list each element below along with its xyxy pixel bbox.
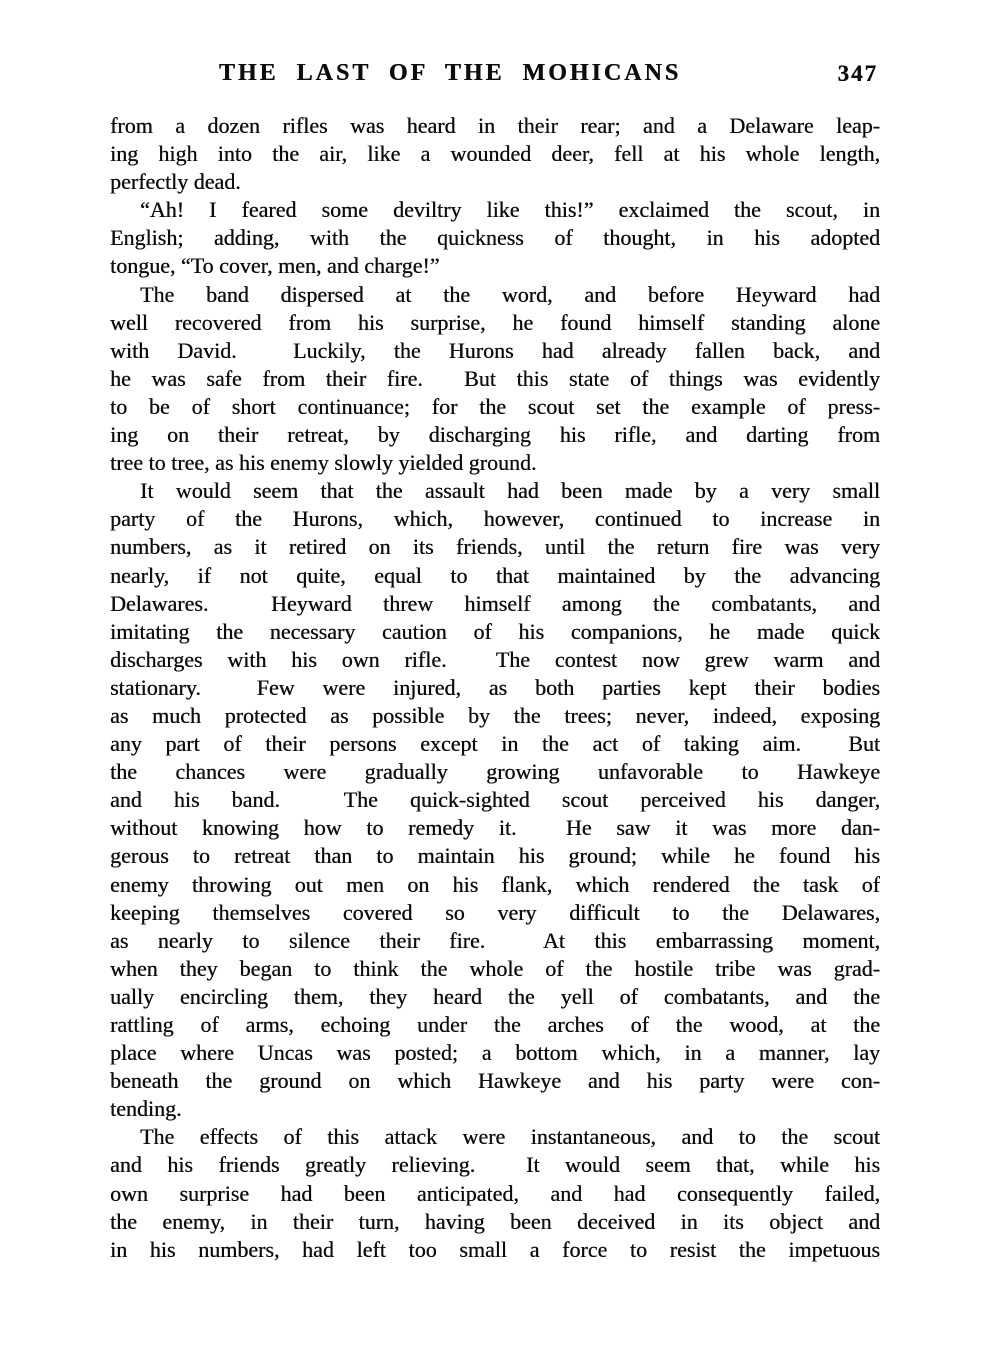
text-line: tending. [110,1096,182,1122]
text-line: tree to tree, as his enemy slowly yielded ground. [110,450,537,476]
text-line: imitating the necessary caution of his companions, he made quick [110,618,880,644]
text-line: English; adding, with the quickness of thought, in his adopted [110,225,880,251]
text-line: place where Uncas was posted; a bottom which, in a manner, lay [110,1040,880,1066]
text-line: It would seem that the assault had been made by a very small [140,478,880,504]
text-line: numbers, as it retired on its friends, until the return fire was very [110,534,880,560]
page-title: THE LAST OF THE MOHICANS [218,60,682,86]
text-line: perfectly dead. [110,169,241,195]
text-line: nearly, if not quite, equal to that maintained by the advancing [110,562,880,588]
text-line: to be of short continuance; for the scout set the example of press- [110,393,880,419]
text-line: keeping themselves covered so very difficult to the Delawares, [110,899,880,925]
text-line: ing high into the air, like a wounded deer, fell at his whole length, [110,141,880,167]
text-line: in his numbers, had left too small a force to resist the impetuous [110,1236,880,1262]
text-line: The band dispersed at the word, and before Heyward had [140,281,880,307]
running-head [110,60,880,90]
text-line: any part of their persons except in the act of taking aim. But [110,731,880,757]
text-line: from a dozen rifles was heard in their rear; and a Delaware leap- [110,113,880,138]
text-line: he was safe from their fire. But this state of things was evidently [110,365,880,391]
page-body [110,112,880,1264]
text-line: rattling of arms, echoing under the arches of the wood, at the [110,1012,880,1037]
text-line: “Ah! I feared some deviltry like this!” exclaimed the scout, in [140,197,880,223]
text-line: gerous to retreat than to maintain his ground; while he found his [110,843,880,869]
text-line: and his band. The quick-sighted scout perceived his danger, [110,787,880,813]
paragraph [110,281,880,478]
text-line: party of the Hurons, which, however, continued to increase in [110,506,880,532]
text-line: and his friends greatly relieving. It would seem that, while his [110,1152,880,1178]
text-line: enemy throwing out men on his flank, which rendered the task of [110,871,880,897]
text-line: well recovered from his surprise, he found himself standing alone [110,309,880,335]
text-line: as nearly to silence their fire. At this embarrassing moment, [110,927,880,953]
text-line: ually encircling them, they heard the yell of combatants, and the [110,983,880,1009]
text-line: ing on their retreat, by discharging his rifle, and darting from [110,422,880,448]
text-line: the chances were gradually growing unfavorable to Hawkeye [110,759,880,785]
text-line: stationary. Few were injured, as both parties kept their bodies [110,674,880,700]
text-line: beneath the ground on which Hawkeye and his party were con- [110,1068,880,1094]
text-line: the enemy, in their turn, having been deceived in its object and [110,1208,880,1234]
text-line: as much protected as possible by the trees; never, indeed, exposing [110,702,880,728]
text-line: The effects of this attack were instantaneous, and to the scout [140,1124,880,1150]
paragraph [110,1123,880,1263]
text-line: Delawares. Heyward threw himself among the combatants, and [110,590,880,616]
text-line: when they began to think the whole of the hostile tribe was grad- [110,955,880,981]
text-line: tongue, “To cover, men, and charge!” [110,253,440,279]
paragraph [110,477,880,1123]
paragraph [110,112,880,196]
paragraph [110,196,880,280]
text-line: without knowing how to remedy it. He saw it was more dan- [110,815,880,841]
page-number: 347 [837,61,878,86]
text-line: discharges with his own rifle. The contest now grew warm and [110,646,880,672]
text-line: with David. Luckily, the Hurons had already fallen back, and [110,337,880,363]
text-line: own surprise had been anticipated, and had consequently failed, [110,1180,880,1206]
